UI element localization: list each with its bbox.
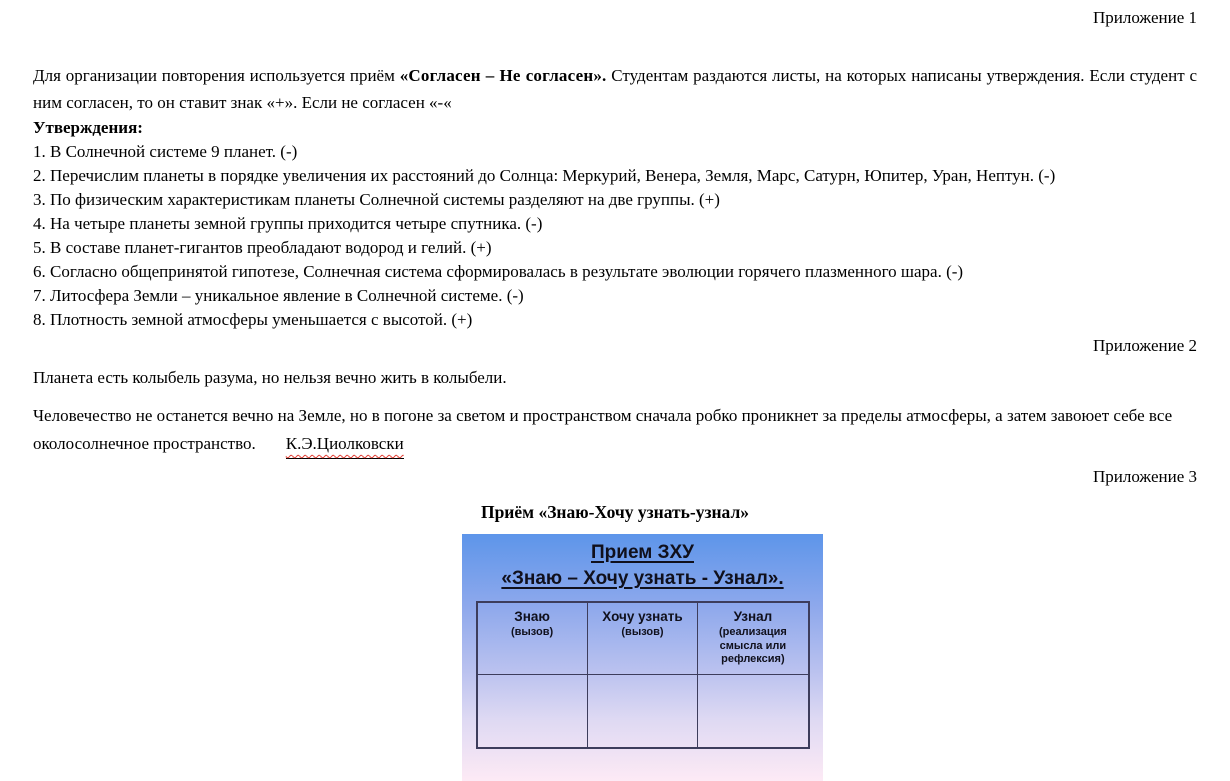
kwl-header-want-title: Хочу узнать: [602, 609, 683, 624]
intro-text-before: Для организации повторения используется приём: [33, 66, 400, 85]
kwl-header-learned-subtitle: (реализация смысла или рефлексия): [719, 626, 787, 665]
kwl-table: [476, 601, 810, 749]
kwl-header-learned-title: Узнал: [733, 609, 773, 624]
author-name: К.Э.Циолковски: [286, 430, 404, 459]
annex-3-label: Приложение 3: [1093, 467, 1197, 486]
statement-2: 2. Перечислим планеты в порядке увеличения их расстояний до Солнца: Меркурий, Венера, Земля, Марс, Сатурн, Юпитер, Уран, Нептун. (-): [33, 166, 1056, 185]
kwl-header-know: [477, 602, 588, 674]
statement-6: 6. Согласно общепринятой гипотезе, Солнечная система сформировалась в результате эволюции горячего плазменного шара. (-): [33, 262, 964, 281]
statement-3: 3. По физическим характеристикам планеты Солнечной системы разделяют на две группы. (+): [33, 190, 720, 209]
statement-8: 8. Плотность земной атмосферы уменьшается с высотой. (+): [33, 310, 473, 329]
statement-7: 7. Литосфера Земли – уникальное явление в Солнечной системе. (-): [33, 286, 524, 305]
quote-line-2: Человечество не останется вечно на Земле, но в погоне за светом и пространством сначала робко проникнет за пределы атмосферы, а затем завоюет себе все околосолнечное пространство.: [33, 406, 1173, 453]
kwl-slide-title-line-2: «Знаю – Хочу узнать - Узнал».: [501, 568, 784, 589]
statement-5: 5. В составе планет-гигантов преобладают водород и гелий. (+): [33, 238, 492, 257]
kwl-header-know-subtitle: (вызов): [510, 626, 554, 638]
quote-line-1: Планета есть колыбель разума, но нельзя вечно жить в колыбели.: [33, 368, 507, 387]
kwl-header-know-title: Знаю: [514, 609, 550, 624]
annex-1-label: Приложение 1: [1093, 8, 1197, 27]
kwl-header-want-subtitle: (вызов): [621, 626, 664, 638]
statement-4: 4. На четыре планеты земной группы приходится четыре спутника. (-): [33, 214, 543, 233]
statement-1: 1. В Солнечной системе 9 планет. (-): [33, 142, 298, 161]
statements-title: Утверждения:: [33, 118, 143, 137]
kwl-slide-image: [462, 534, 823, 781]
quote-paragraph: [33, 402, 1197, 459]
kwl-cell-know-empty: [477, 674, 588, 748]
kwl-cell-want-empty: [587, 674, 698, 748]
kwl-table-empty-row: [477, 674, 809, 748]
intro-paragraph: [33, 62, 1197, 116]
kwl-heading: Приём «Знаю-Хочу узнать-узнал»: [480, 502, 750, 522]
kwl-slide-title: [462, 534, 823, 592]
annex-2-label: Приложение 2: [1093, 336, 1197, 355]
intro-text-after: Студентам раздаются листы, на которых написаны утверждения. Если студент с ним согласен, то он ставит знак «+». Если не согласен «-«: [33, 66, 1197, 112]
kwl-slide-title-line-1: Прием ЗХУ: [591, 542, 694, 563]
kwl-header-want: [587, 602, 698, 674]
kwl-header-learned: [698, 602, 809, 674]
intro-bold-phrase: «Согласен – Не согласен».: [399, 66, 607, 85]
kwl-table-header-row: [477, 602, 809, 674]
kwl-cell-learned-empty: [698, 674, 809, 748]
